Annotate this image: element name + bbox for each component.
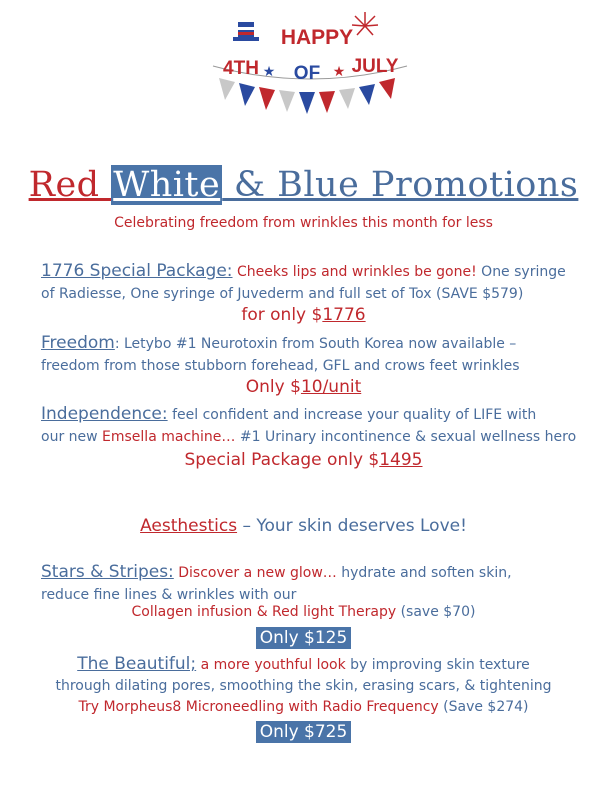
banner-line1: HAPPY <box>280 26 354 49</box>
fourth-of-july-banner <box>205 8 415 126</box>
special-package-highlight: Cheeks lips and wrinkles be gone! <box>232 264 477 280</box>
beautiful-heading: The Beautiful; <box>77 654 197 674</box>
stars-stripes-treatment: Collagen infusion & Red light Therapy <box>131 604 397 620</box>
aesthetics-heading: Aesthestics <box>140 516 238 536</box>
stars-stripes-heading: Stars & Stripes: <box>41 562 174 582</box>
banner-line2c: JULY <box>351 56 399 77</box>
beautiful-treatment: Try Morpheus8 Microneedling with Radio Frequency <box>78 699 439 715</box>
firework-icon <box>352 12 378 35</box>
stars-stripes-text1: hydrate and soften skin, <box>336 565 512 581</box>
uncle-sam-hat-icon <box>233 22 259 41</box>
banner-line2b: OF <box>293 63 321 84</box>
independence-text2c: #1 Urinary incontinence & sexual wellness hero <box>235 429 577 445</box>
beautiful-price-line <box>0 722 607 742</box>
beautiful-text1: by improving skin texture <box>345 657 530 673</box>
freedom-text1: : Letybo #1 Neurotoxin from South Korea now available – <box>114 336 517 352</box>
title-part2: & Blue Promotions <box>222 165 579 205</box>
stars-stripes-price-line <box>0 628 607 648</box>
beautiful-text2: through dilating pores, smoothing the skin, erasing scars, & tightening <box>55 678 552 694</box>
freedom-price-value: 10/unit <box>300 377 362 397</box>
freedom-heading: Freedom <box>41 333 115 353</box>
freedom-price <box>0 377 607 397</box>
beautiful-line1 <box>0 654 607 674</box>
star-icon: ★ <box>262 63 276 79</box>
independence-text1: feel confident and increase your quality of LIFE with <box>167 407 537 423</box>
independence-text2b: Emsella machine… <box>102 429 236 445</box>
stars-stripes-treatment-line <box>0 604 607 620</box>
stars-stripes-price: Only $125 <box>256 627 352 649</box>
independence-section <box>41 403 581 448</box>
title-part1: Red <box>28 165 112 205</box>
aesthetics-text: – Your skin deserves Love! <box>237 516 467 536</box>
special-package-price-value: 1776 <box>322 305 366 325</box>
stars-stripes-section <box>41 561 581 606</box>
special-package-text2: of Radiesse, One syringe of Juvederm and full set of Tox (SAVE $579) <box>41 286 524 302</box>
independence-heading: Independence: <box>41 404 168 424</box>
special-package-price <box>0 305 607 325</box>
banner-line2a: 4TH <box>223 58 259 79</box>
beautiful-treatment-line <box>0 699 607 715</box>
page-title <box>0 162 607 208</box>
stars-stripes-text2: reduce fine lines & wrinkles with our <box>41 587 297 603</box>
special-package-heading: 1776 Special Package: <box>41 261 233 281</box>
special-package-text1: One syringe <box>476 264 566 280</box>
special-package-price-prefix: for only $ <box>241 305 323 325</box>
beautiful-save: (Save $274) <box>438 699 529 715</box>
banner-graphic <box>205 8 415 126</box>
independence-text2a: our new <box>41 429 103 445</box>
independence-price-prefix: Special Package only $ <box>184 450 380 470</box>
freedom-section <box>41 332 581 377</box>
freedom-price-prefix: Only $ <box>245 377 301 397</box>
title-highlight: White <box>113 165 221 205</box>
independence-price <box>0 450 607 470</box>
star-icon: ★ <box>332 63 346 79</box>
page-subtitle: Celebrating freedom from wrinkles this month for less <box>114 215 493 231</box>
beautiful-price: Only $725 <box>256 721 352 743</box>
freedom-text2: freedom from those stubborn forehead, GFL and crows feet wrinkles <box>41 358 520 374</box>
special-package-section <box>41 260 581 305</box>
beautiful-highlight: a more youthful look <box>196 657 346 673</box>
aesthetics-heading-line <box>0 516 607 536</box>
stars-stripes-highlight: Discover a new glow… <box>173 565 337 581</box>
stars-stripes-save: (save $70) <box>396 604 476 620</box>
independence-price-value: 1495 <box>379 450 423 470</box>
